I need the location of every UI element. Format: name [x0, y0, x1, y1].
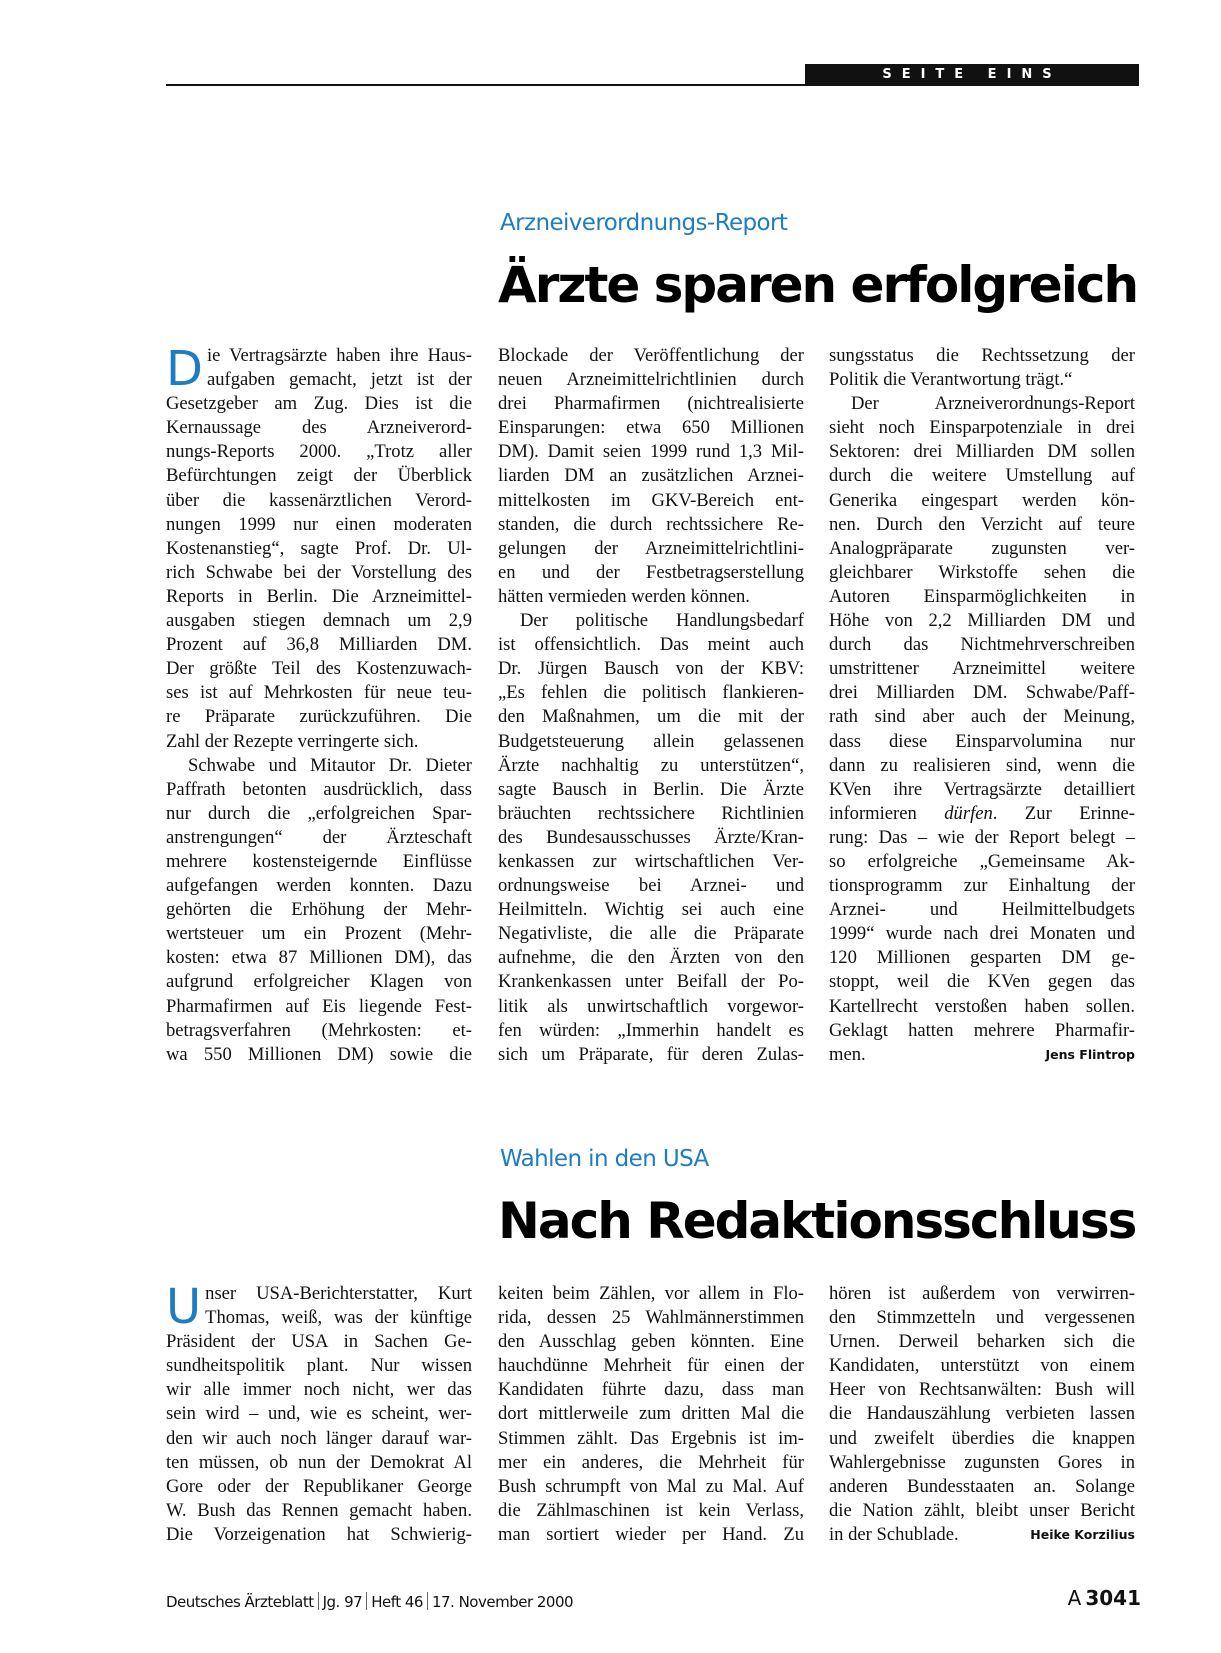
text-line: Generika eingespart werden kön-	[829, 489, 1135, 511]
text-fragment: in der Schublade.	[829, 1523, 959, 1545]
text-line: aufgefangen werden konnten. Dazu	[166, 875, 472, 897]
text-line: den Maßnahmen, um die mit der	[498, 706, 804, 728]
text-line: en und der Festbetragserstellung	[498, 561, 804, 583]
text-line: Zahl der Rezepte verringerte sich.	[166, 730, 419, 752]
text-line: „Es fehlen die politisch flankieren-	[498, 682, 804, 704]
text-line: den Stimmzetteln und vergessenen	[829, 1307, 1135, 1329]
text-line: wertsteuer um ein Prozent (Mehr-	[166, 923, 472, 945]
text-line: aufgrund erfolgreicher Klagen von	[166, 971, 472, 993]
text-line: umstrittener Arzneimittel weitere	[829, 658, 1135, 680]
text-line: kenkassen zur wirtschaftlichen Ver-	[498, 850, 804, 872]
text-line: kosten: etwa 87 Millionen DM), das	[166, 947, 472, 969]
text-line: Politik die Verantwortung trägt.“	[829, 369, 1073, 391]
text-line: nur durch die „erfolgreichen Spar-	[166, 802, 472, 824]
text-line: Kostenanstieg“, sagte Prof. Dr. Ul-	[166, 537, 472, 559]
text-line: man sortiert wieder per Hand. Zu	[498, 1523, 804, 1545]
footer	[166, 1592, 573, 1611]
text-line: rida, dessen 25 Wahlmännerstimmen	[498, 1307, 804, 1329]
text-line: Urnen. Derweil beharken sich die	[829, 1331, 1135, 1353]
text-line: Ärzte nachhaltig zu unterstützen“,	[498, 754, 804, 776]
text-line: Wahlergebnisse zugunsten Gores in	[829, 1451, 1135, 1473]
text-line: Stimmen zählt. Das Ergebnis ist im-	[498, 1427, 804, 1449]
article1-column1	[166, 341, 472, 1067]
text-line: Reports in Berlin. Die Arzneimittel-	[166, 585, 472, 607]
text-line: nser USA-Berichterstatter, Kurt	[205, 1283, 472, 1304]
article2-kicker: Wahlen in den USA	[500, 1146, 709, 1172]
text-line: den wir auch noch länger darauf war-	[166, 1427, 472, 1449]
text-line: Kartellrecht verstoßen haben sollen.	[829, 995, 1135, 1017]
text-line: die Handauszählung verbieten lassen	[829, 1403, 1135, 1425]
text-line: über die kassenärztlichen Verord-	[166, 489, 472, 511]
text-line: Kernaussage des Arzneiverord-	[166, 417, 472, 439]
author-byline: Heike Korzilius	[1030, 1526, 1135, 1542]
text-line: tionsprogramm zur Einhaltung der	[829, 875, 1135, 897]
text-line: Gesetzgeber am Zug. Dies ist die	[166, 393, 472, 415]
text-line: Thomas, weiß, was der künftige	[205, 1307, 472, 1329]
footer-separator	[366, 1592, 367, 1610]
text-line: Gore oder der Republikaner George	[166, 1475, 472, 1497]
text-fragment: . Zur Erinne-	[992, 802, 1135, 824]
text-line: die Nation zählt, bleibt unser Bericht	[829, 1499, 1135, 1521]
text-line: gelungen der Arzneimittelrichtlini-	[498, 537, 804, 559]
text-line: durch die weitere Umstellung auf	[829, 465, 1135, 487]
text-line: standen, die durch rechtssichere Re-	[498, 513, 804, 535]
text-line: Kandidaten führte dazu, dass man	[498, 1379, 804, 1401]
text-line: drei Milliarden DM. Schwabe/Paff-	[829, 682, 1135, 704]
text-line: Einsparungen: etwa 650 Millionen	[498, 417, 804, 439]
text-line: ist offensichtlich. Das meint auch	[498, 634, 804, 656]
text-line: Blockade der Veröffentlichung der	[498, 345, 804, 366]
text-line: ie Vertragsärzte haben ihre Haus-	[206, 345, 472, 366]
text-line: W. Bush das Rennen gemacht haben.	[166, 1499, 472, 1521]
footer-separator	[318, 1592, 319, 1610]
text-line: den Ausschlag geben könnten. Eine	[498, 1331, 804, 1353]
text-line: Befürchtungen zeigt der Überblick	[166, 465, 472, 487]
text-line: Arznei- und Heilmittelbudgets	[829, 899, 1135, 921]
text-line: anderen Bundesstaaten an. Solange	[829, 1475, 1135, 1497]
section-label: SEITE EINS	[805, 64, 1139, 86]
text-line: nen. Durch den Verzicht auf teure	[829, 513, 1135, 535]
text-line: dort mittlerweile zum dritten Mal die	[498, 1403, 804, 1425]
journal-name: Deutsches Ärzteblatt	[166, 1593, 314, 1611]
page-number-value: 3041	[1085, 1586, 1141, 1610]
text-line: gehörten die Erhöhung der Mehr-	[166, 899, 472, 921]
dropcap: D	[166, 341, 203, 397]
text-line: Geklagt hatten mehrere Pharmafir-	[829, 1019, 1135, 1041]
article2-column2	[498, 1282, 804, 1547]
text-line: sungsstatus die Rechtssetzung der	[829, 345, 1135, 366]
article2-column1	[166, 1279, 472, 1547]
text-line: sein wird – und, wie es scheint, wer-	[166, 1403, 472, 1425]
text-line: Der Arzneiverordnungs-Report	[851, 393, 1135, 415]
text-line: drei Pharmafirmen (nichtrealisierte	[498, 393, 804, 415]
text-line: ten müssen, ob nun der Demokrat Al	[166, 1451, 472, 1473]
text-line	[829, 802, 1135, 826]
footer-separator	[427, 1592, 428, 1610]
page-number	[1068, 1586, 1141, 1610]
text-line: nungen 1999 nur einen moderaten	[166, 513, 472, 535]
text-line: litik als unwirtschaftlich vorgewor-	[498, 995, 804, 1017]
text-line: wa 550 Millionen DM) sowie die	[166, 1043, 472, 1065]
text-line: sagte Bausch in Berlin. Die Ärzte	[498, 778, 804, 800]
text-line: Der größte Teil des Kostenzuwach-	[166, 658, 472, 680]
text-line: dass diese Einsparvolumina nur	[829, 730, 1135, 752]
text-line: Paffrath betonten ausdrücklich, dass	[166, 778, 472, 800]
volume: Jg. 97	[322, 1593, 363, 1611]
text-line: hätten vermieden werden können.	[498, 585, 750, 607]
text-line: rung: Das – wie der Report belegt –	[829, 826, 1135, 848]
text-line: Die Vorzeigenation hat Schwierig-	[166, 1523, 472, 1545]
text-line: Sektoren: drei Milliarden DM sollen	[829, 441, 1135, 463]
text-line: gleichbarer Wirkstoffe sehen die	[829, 561, 1135, 583]
text-line: DM). Damit seien 1999 rund 1,3 Mil-	[498, 441, 804, 463]
text-line: aufgaben gemacht, jetzt ist der	[206, 369, 472, 391]
text-line: Krankenkassen unter Beifall der Po-	[498, 971, 804, 993]
text-line: hauchdünne Mehrheit für einen der	[498, 1355, 804, 1377]
text-line: Bush schrumpft von Mal zu Mal. Auf	[498, 1475, 804, 1497]
text-line: des Bundesausschusses Ärzte/Kran-	[498, 826, 804, 848]
text-line: betragsverfahren (Mehrkosten: et-	[166, 1019, 472, 1041]
last-line	[829, 1523, 1135, 1547]
text-line: nungs-Reports 2000. „Trotz aller	[166, 441, 472, 463]
text-line: Analogpräparate zugunsten ver-	[829, 537, 1135, 559]
article1-column3	[829, 344, 1135, 1067]
article1-headline: Ärzte sparen erfolgreich	[498, 256, 1138, 314]
article2-column3	[829, 1282, 1135, 1547]
text-line: neuen Arzneimittelrichtlinien durch	[498, 369, 804, 391]
text-line: 1999“ wurde nach drei Monaten und	[829, 923, 1135, 945]
text-line: mer ein anderes, die Mehrheit für	[498, 1451, 804, 1473]
emphasis: dürfen	[944, 802, 993, 824]
author-byline: Jens Flintrop	[1045, 1046, 1135, 1062]
text-line: Heilmitteln. Wichtig sei auch eine	[498, 899, 804, 921]
text-line: KVen ihre Vertragsärzte detailliert	[829, 778, 1135, 800]
text-line: sieht noch Einsparpotenziale in drei	[829, 417, 1135, 439]
last-line	[829, 1043, 1135, 1067]
text-line: ses ist auf Mehrkosten für neue teu-	[166, 682, 472, 704]
text-line: ordnungsweise bei Arznei- und	[498, 875, 804, 897]
text-line: dann zu realisieren sind, wenn die	[829, 754, 1135, 776]
issue: Heft 46	[371, 1593, 423, 1611]
text-line: Der politische Handlungsbedarf	[520, 610, 804, 632]
text-line: die Zählmaschinen ist kein Verlass,	[498, 1499, 804, 1521]
text-line: stoppt, weil die KVen gegen das	[829, 971, 1135, 993]
text-line: Präsident der USA in Sachen Ge-	[166, 1331, 472, 1353]
text-line: Negativliste, die alle die Präparate	[498, 923, 804, 945]
article1-column2	[498, 344, 804, 1067]
text-line: hören ist außerdem von verwirren-	[829, 1283, 1135, 1304]
text-line: Budgetsteuerung allein gelassenen	[498, 730, 804, 752]
article2-headline: Nach Redaktionsschluss	[498, 1192, 1136, 1250]
issue-date: 17. November 2000	[431, 1593, 574, 1611]
text-line: mittelkosten im GKV-Bereich ent-	[498, 489, 804, 511]
text-line: 120 Millionen gesparten DM ge-	[829, 947, 1135, 969]
text-line: ausgaben stiegen demnach um 2,9	[166, 610, 472, 632]
dropcap: U	[166, 1279, 202, 1335]
text-line: rath sind aber auch der Meinung,	[829, 706, 1135, 728]
text-fragment: informieren	[829, 802, 945, 824]
page-prefix: A	[1067, 1586, 1082, 1610]
text-fragment: men.	[829, 1043, 866, 1065]
text-line: Autoren Einsparmöglichkeiten in	[829, 585, 1135, 607]
text-line: und zweifelt überdies die knappen	[829, 1427, 1135, 1449]
text-line: Höhe von 2,2 Milliarden DM und	[829, 610, 1135, 632]
text-line: keiten beim Zählen, vor allem in Flo-	[498, 1283, 804, 1304]
text-line: mehrere kostensteigernde Einflüsse	[166, 850, 472, 872]
text-line: fen würden: „Immerhin handelt es	[498, 1019, 804, 1041]
text-line: rich Schwabe bei der Vorstellung des	[166, 561, 472, 583]
text-line: Heer von Rechtsanwälten: Bush will	[829, 1379, 1135, 1401]
text-line: sundheitspolitik plant. Nur wissen	[166, 1355, 472, 1377]
text-line: liarden DM an zusätzlichen Arznei-	[498, 465, 804, 487]
text-line: Pharmafirmen auf Eis liegende Fest-	[166, 995, 472, 1017]
text-line: bräuchten rechtssichere Richtlinien	[498, 802, 804, 824]
text-line: aufnehme, die den Ärzten von den	[498, 947, 804, 969]
text-line: Prozent auf 36,8 Milliarden DM.	[166, 634, 472, 656]
text-line: anstrengungen“ der Ärzteschaft	[166, 826, 472, 848]
text-line: Dr. Jürgen Bausch von der KBV:	[498, 658, 804, 680]
text-line: wir alle immer noch nicht, wer das	[166, 1379, 472, 1401]
article1-kicker: Arzneiverordnungs-Report	[500, 210, 788, 236]
text-line: re Präparate zurückzuführen. Die	[166, 706, 472, 728]
text-line: sich um Präparate, für deren Zulas-	[498, 1043, 804, 1065]
text-line: durch das Nichtmehrverschreiben	[829, 634, 1135, 656]
text-line: Schwabe und Mitautor Dr. Dieter	[188, 754, 472, 776]
text-line: so erfolgreiche „Gemeinsame Ak-	[829, 850, 1135, 872]
text-line: Kandidaten, unterstützt von einem	[829, 1355, 1135, 1377]
